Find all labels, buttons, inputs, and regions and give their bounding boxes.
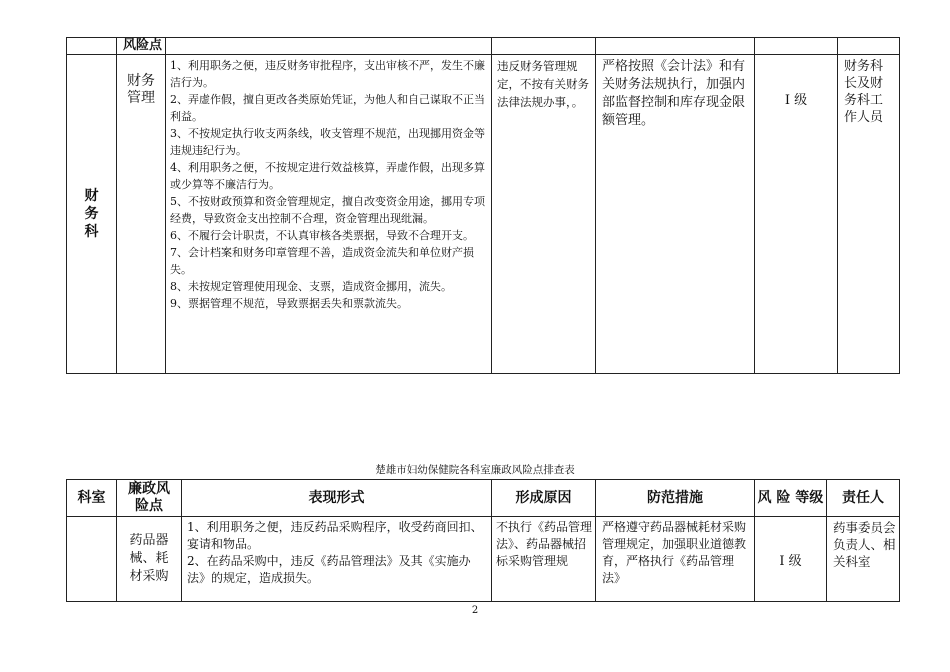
risk-table-continued — [66, 37, 900, 374]
manifestation-item: 6、不履行会计职责，不认真审核各类票据，导致不合理开支。 — [170, 229, 474, 242]
risk-table — [66, 479, 900, 602]
header-responsible: 责任人 — [827, 480, 900, 517]
table-row — [67, 517, 900, 602]
header-cause: 形成原因 — [492, 480, 596, 517]
manifestation-item: 5、不按财政预算和资金管理规定，擅自改变资金用途，挪用专项经费，导致资金支出控制不合理，资金管理出现纰漏。 — [170, 195, 485, 225]
table-header-row — [67, 480, 900, 517]
risk-level-cell: Ⅰ 级 — [755, 517, 827, 602]
department-cell — [67, 55, 117, 374]
table-row — [67, 55, 900, 374]
manifestation-cell — [166, 55, 492, 374]
manifestation-item: 8、未按规定管理使用现金、支票，造成资金挪用，流失。 — [170, 280, 452, 293]
manifestation-item: 1、利用职务之便，违反财务审批程序，支出审核不严，发生不廉洁行为。 — [170, 59, 485, 89]
cause-cell: 违反财务管理规定，不按有关财务法律法规办事，。 — [492, 55, 596, 374]
header-risk-point: 廉政风险点 — [117, 480, 182, 517]
manifestation-item: 9、票据管理不规范，导致票据丢失和票款流失。 — [170, 297, 408, 310]
dept-cell — [67, 517, 117, 602]
header-row — [67, 38, 900, 55]
manifestation-item: 1、利用职务之便，违反药品采购程序，收受药商回扣、宴请和物品。 — [187, 520, 483, 551]
manifestation-item: 4、利用职务之便，不按规定进行效益核算，弄虚作假，出现多算或少算等不廉洁行为。 — [170, 161, 485, 191]
page-number: 2 — [471, 605, 479, 616]
header-forms: 表现形式 — [182, 480, 492, 517]
header-risk-point: 风险点 — [117, 38, 166, 55]
header-measure: 防范措施 — [596, 480, 755, 517]
table-caption: 楚雄市妇幼保健院各科室廉政风险点排查表 — [375, 464, 575, 476]
manifestation-item: 3、不按规定执行收支两条线，收支管理不规范，出现挪用资金等违规违纪行为。 — [170, 127, 485, 157]
responsible-cell: 财务科长及财务科工作人员 — [838, 55, 900, 374]
cause-cell: 不执行《药品管理法》、药品器械招标采购管理规 — [492, 517, 596, 602]
manifestation-cell — [182, 517, 492, 602]
risk-point-cell: 药品器械、耗材采购 — [117, 517, 182, 602]
manifestation-item: 2、弄虚作假，擅自更改各类原始凭证，为他人和自己谋取不正当利益。 — [170, 93, 485, 123]
measure-cell: 严格按照《会计法》和有关财务法规执行，加强内部监督控制和库存现金限额管理。 — [596, 55, 755, 374]
risk-point-cell: 财务管理 — [117, 55, 166, 374]
header-dept: 科室 — [67, 480, 117, 517]
manifestation-item: 2、在药品采购中，违反《药品管理法》及其《实施办法》的规定，造成损失。 — [187, 554, 471, 585]
header-level: 风 险 等级 — [755, 480, 827, 517]
responsible-cell: 药事委员会负责人、相关科室 — [827, 517, 900, 602]
manifestation-item: 7、会计档案和财务印章管理不善，造成资金流失和单位财产损失。 — [170, 246, 474, 276]
risk-level-cell: Ⅰ 级 — [755, 55, 838, 374]
department-name: 财务科 — [84, 188, 99, 240]
measure-cell: 严格遵守药品器械耗材采购管理规定，加强职业道德教育，严格执行《药品管理法》 — [596, 517, 755, 602]
